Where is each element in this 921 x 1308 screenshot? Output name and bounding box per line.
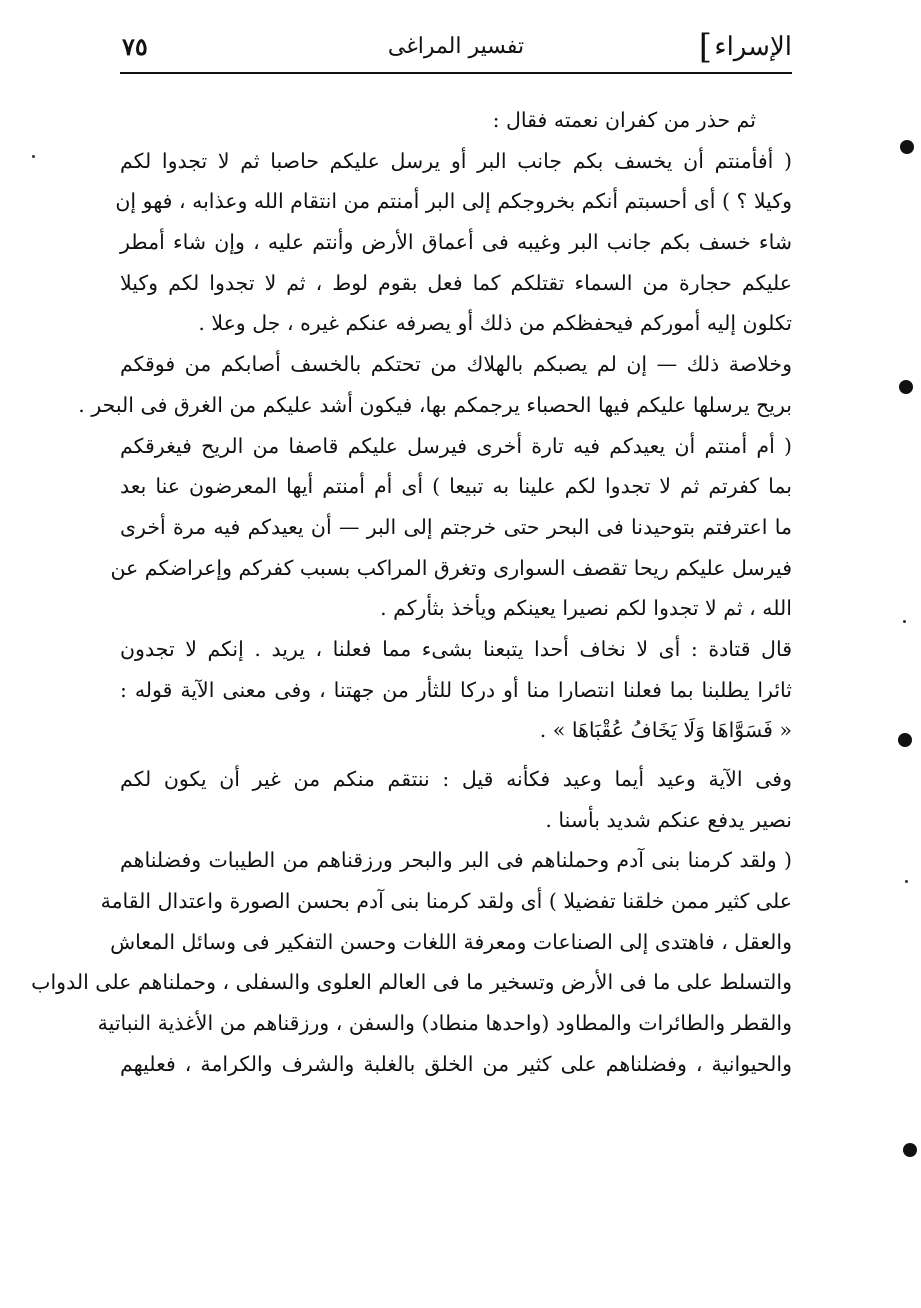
text-line: ( أفأمنتم أن يخسف بكم جانب البر أو يرسل عليكم حاصبا ثم لا تجدوا لكم	[120, 148, 792, 173]
running-head-bracket: ]	[698, 27, 712, 67]
page-header	[120, 27, 792, 74]
text-line: وكيلا ؟ ) أى أحسبتم أنكم بخروجكم إلى البر أمنتم من انتقام الله وعذابه ، فهو إن	[115, 189, 792, 214]
text-line: « فَسَوَّاهَا وَلَا يَخَافُ عُقْبَاهَا » .	[539, 718, 792, 743]
scan-spot	[898, 733, 912, 747]
scan-spot	[903, 1143, 917, 1157]
text-line: بريح يرسلها عليكم فيها الحصباء يرجمكم بها، فيكون أشد عليكم من الغرق فى البحر .	[78, 392, 792, 417]
scan-speck	[903, 620, 906, 623]
text-line: شاء خسف بكم جانب البر وغيبه فى أعماق الأرض وأنتم عليه ، وإن شاء أمطر	[120, 230, 792, 255]
text-line: فيرسل عليكم ريحا تقصف السوارى وتغرق المراكب بسبب كفركم وإعراضكم عن	[110, 555, 792, 580]
text-line: والتسلط على ما فى الأرض وتسخير ما فى العالم العلوى والسفلى ، وحملناهم على الدواب	[31, 970, 792, 995]
scan-speck	[32, 155, 35, 158]
text-line: ثم حذر من كفران نعمته فقال :	[492, 108, 756, 132]
text-line: والقطر والطائرات والمطاود (واحدها منطاد) والسفن ، ورزقناهم من الأغذية النباتية	[97, 1011, 792, 1036]
running-head-title: تفسير المراغى	[387, 34, 525, 59]
text-line: ثائرا يطلبنا بما فعلنا انتصارا منا أو دركا للثأر من جهتنا ، وفى معنى الآية قوله :	[120, 677, 792, 702]
text-line: وخلاصة ذلك — إن لم يصبكم بالهلاك من تحتكم بالخسف أصابكم من فوقكم	[120, 352, 792, 377]
scan-speck	[905, 880, 908, 883]
header-rule	[120, 72, 792, 74]
scan-spot	[899, 380, 913, 394]
text-line: ما اعترفتم بتوحيدنا فى البحر حتى خرجتم إلى البر — أن يعيدكم فيه مرة أخرى	[120, 514, 792, 539]
paragraph-gap	[120, 751, 792, 759]
text-line: الله ، ثم لا تجدوا لكم نصيرا يعينكم ويأخذ بثأركم .	[380, 596, 792, 621]
text-line: وفى الآية وعيد أيما وعيد فكأنه قيل : ننتقم منكم من غير أن يكون لكم	[120, 767, 792, 791]
text-line: عليكم حجارة من السماء تقتلكم كما فعل بقوم لوط ، ثم لا تجدوا لكم وكيلا	[120, 270, 792, 295]
text-line: ( ولقد كرمنا بنى آدم وحملناهم فى البر والبحر ورزقناهم من الطيبات وفضلناهم	[120, 848, 792, 873]
body-text	[31, 100, 792, 1085]
running-head-section: الإسراء	[714, 32, 792, 62]
text-line: والحيوانية ، وفضلناهم على كثير من الخلق بالغلبة والشرف والكرامة ، فعليهم	[120, 1051, 792, 1076]
scan-spot	[900, 140, 914, 154]
text-line: ( أم أمنتم أن يعيدكم فيه تارة أخرى فيرسل عليكم قاصفا من الريح فيغرقكم	[120, 433, 792, 458]
text-line: والعقل ، فاهتدى إلى الصناعات ومعرفة اللغات وحسن التفكير فى وسائل المعاش	[110, 929, 792, 954]
text-line: تكلون إليه أموركم فيحفظكم من ذلك أو يصرفه عنكم غيره ، جل وعلا .	[198, 311, 792, 336]
text-line: على كثير ممن خلقنا تفضيلا ) أى ولقد كرمنا بنى آدم بحسن الصورة واعتدال القامة	[100, 889, 792, 914]
text-line: نصير يدفع عنكم شديد بأسنا .	[545, 807, 792, 832]
text-line: بما كفرتم ثم لا تجدوا لكم علينا به تبيعا ) أى أم أمنتم أيها المعرضون عنا بعد	[120, 474, 792, 499]
page-number: ٧٥	[122, 32, 148, 61]
text-line: قال قتادة : أى لا نخاف أحدا يتبعنا بشىء مما فعلنا ، يريد . إنكم لا تجدون	[120, 636, 792, 661]
